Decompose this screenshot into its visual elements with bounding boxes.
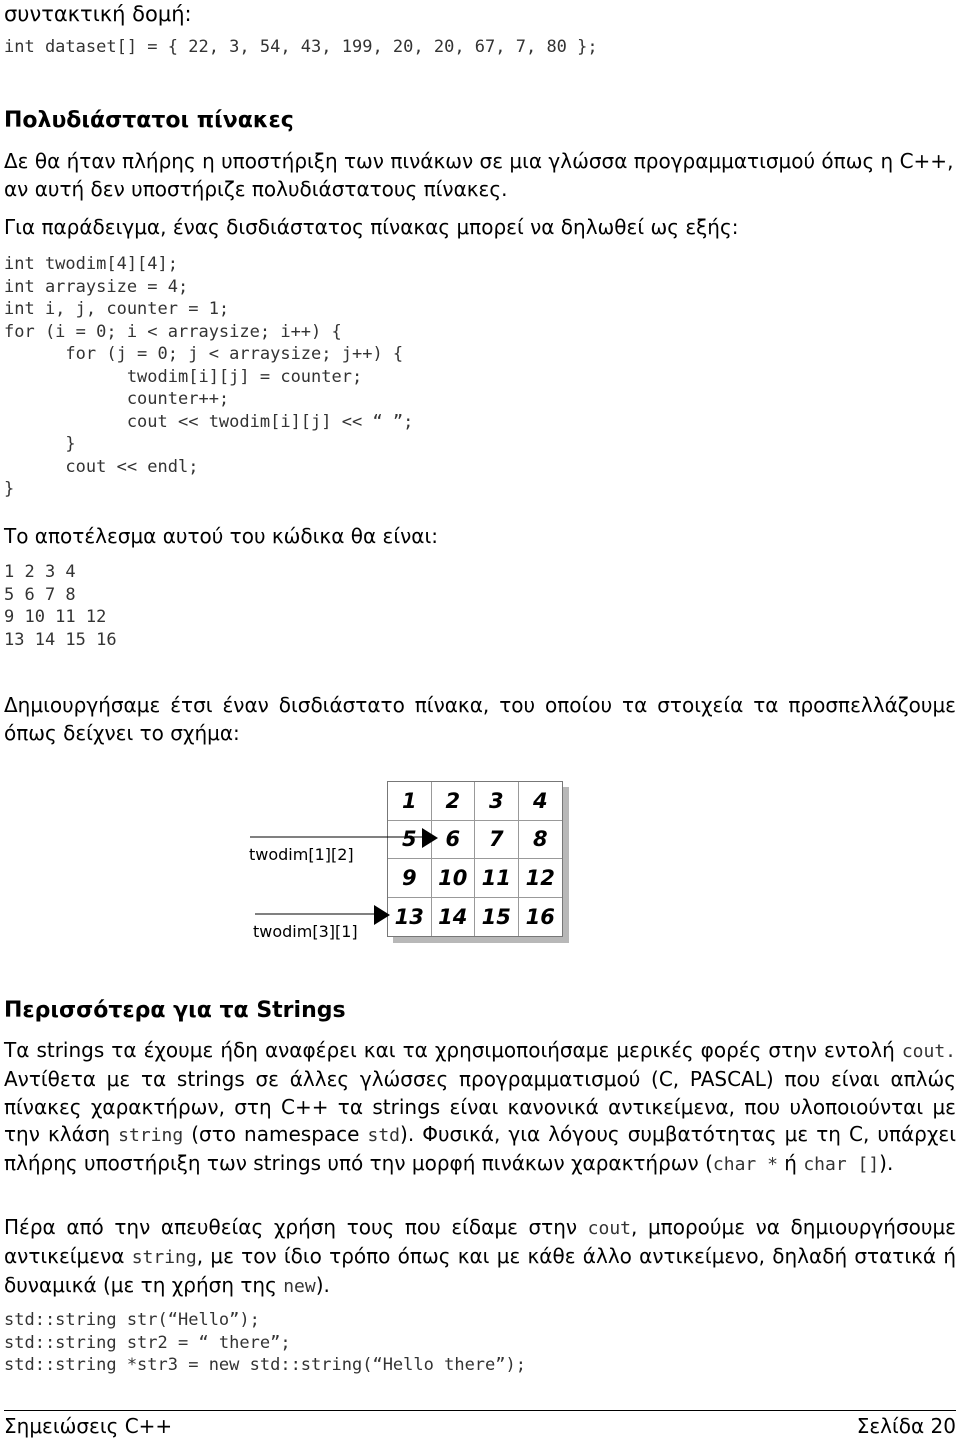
code-string: string [131, 1246, 197, 1268]
section-heading-strings: Περισσότερα για τα Strings [4, 998, 346, 1023]
dataset-code: int dataset[] = { 22, 3, 54, 43, 199, 20, 20, 67, 7, 80 }; [4, 37, 598, 57]
label-twodim-3-1: twodim[3][1] [253, 922, 358, 941]
text-run: ). [315, 1272, 330, 1297]
footer-title: Σημειώσεις C++ [4, 1414, 173, 1438]
code-cout: cout. [901, 1041, 956, 1062]
grid-cell: 16 [525, 904, 555, 929]
grid-cell: 4 [519, 782, 563, 821]
text-run: , με τον ίδιο τρόπο όπως και με κάθε άλλο αντικείμενο, δηλαδή στατικά ή δυναμικά (με τη χρήση της [4, 1243, 957, 1297]
code-new: new [283, 1275, 316, 1297]
strings-paragraph-2 [4, 1214, 956, 1300]
code-line: int twodim[4][4]; [4, 254, 178, 274]
code-cout: cout [587, 1218, 631, 1239]
strings-paragraph-1 [4, 1037, 956, 1179]
grid-cell: 1 [388, 782, 432, 821]
code-line: counter++; [4, 389, 230, 409]
output-line: 5 6 7 8 [4, 584, 76, 605]
grid-cell: 7 [475, 821, 519, 860]
code-line: for (j = 0; j < arraysize; j++) { [4, 344, 404, 364]
grid-cell: 6 [432, 821, 476, 860]
grid-cell: 2 [432, 782, 476, 821]
figure-intro: Δημιουργήσαμε έτσι έναν δισδιάστατο πίνακα, του οποίου τα στοιχεία τα προσπελλάζουμε όπως δείχνει το σχήμα: [4, 693, 956, 745]
code-line: } [4, 479, 15, 499]
code-line: } [4, 434, 76, 454]
output-line: 9 10 11 12 [4, 607, 107, 627]
code-std: std [367, 1125, 401, 1147]
grid-cell: 9 [388, 859, 432, 898]
example-intro: Για παράδειγμα, ένας δισδιάστατος πίνακας μπορεί να δηλωθεί ως εξής: [4, 215, 739, 239]
code-line: std::string *str3 = new std::string(“Hello there”); [4, 1355, 526, 1375]
grid-cell: 11 [475, 859, 519, 898]
text-run: ). [879, 1151, 894, 1176]
text-run: Αντίθετα με τα strings σε άλλες γλώσσες προγραμματισμού (C, PASCAL) που είναι απλώς πίνακες χαρακτήρων, στη C++ τα strings είναι κανονικά αντικείμενα, που υλοποιούνται με την κλάση [4, 1066, 956, 1147]
strings-code-block [4, 1309, 526, 1377]
text-run: ή [777, 1151, 804, 1176]
text-run: Πέρα από την απευθείας χρήση τους που είδαμε στην [4, 1215, 588, 1239]
code-line: cout << twodim[i][j] << “ ”; [4, 411, 414, 432]
grid-cell: 14 [432, 898, 476, 937]
grid-cell: 12 [519, 859, 563, 898]
footer-rule [4, 1410, 956, 1411]
grid-cell: 15 [475, 898, 519, 937]
code-line: int i, j, counter = 1; [4, 299, 230, 319]
grid-cell: 8 [519, 821, 563, 860]
code-char-pointer: char * [712, 1154, 778, 1176]
code-line: std::string str(“Hello”); [4, 1310, 260, 1330]
code-line: int arraysize = 4; [4, 276, 189, 297]
text-run: Τα strings τα έχουμε ήδη αναφέρει και τα χρησιμοποιήσαμε μερικές φορές στην εντολή [4, 1038, 902, 1062]
text-run: ). Φυσικά, για λόγους συμβατότητας με τη C, υπάρχει πλήρης υποστήριξη των strings υπό την μορφή πινάκων χαρακτήρων ( [4, 1122, 957, 1176]
arrow-b-icon [374, 905, 390, 925]
grid-cell: 10 [432, 859, 476, 898]
code-line: std::string str2 = “ there”; [4, 1332, 291, 1353]
section-heading-multidim: Πολυδιάστατοι πίνακες [4, 108, 294, 133]
page-number: Σελίδα 20 [856, 1414, 956, 1438]
arrow-a-icon [422, 828, 438, 848]
grid-cell: 3 [475, 782, 519, 821]
code-line: cout << endl; [4, 456, 199, 477]
intro-paragraph: Δε θα ήταν πλήρης η υποστήριξη των πινάκων σε μια γλώσσα προγραμματισμού όπως η C++, αν αυτή δεν υποστήριζε πολυδιάστατους πίνακες. [4, 149, 954, 201]
grid-cell: 13 [388, 898, 432, 937]
syntax-label: συντακτική δομή: [4, 2, 192, 26]
code-string: string [118, 1125, 184, 1147]
output-line: 13 14 15 16 [4, 629, 117, 650]
text-run: , μπορούμε να δημιουργήσουμε αντικείμενα [4, 1215, 956, 1268]
code-char-array: char [] [803, 1154, 880, 1176]
text-run: (στο namespace [183, 1122, 368, 1147]
grid-cell: 5 [388, 821, 432, 860]
output-line: 1 2 3 4 [4, 562, 76, 582]
label-twodim-1-2: twodim[1][2] [249, 845, 354, 864]
result-intro: Το αποτέλεσμα αυτού του κώδικα θα είναι: [4, 524, 438, 548]
code-line: twodim[i][j] = counter; [4, 366, 363, 387]
code-line: for (i = 0; i < arraysize; i++) { [4, 321, 342, 342]
